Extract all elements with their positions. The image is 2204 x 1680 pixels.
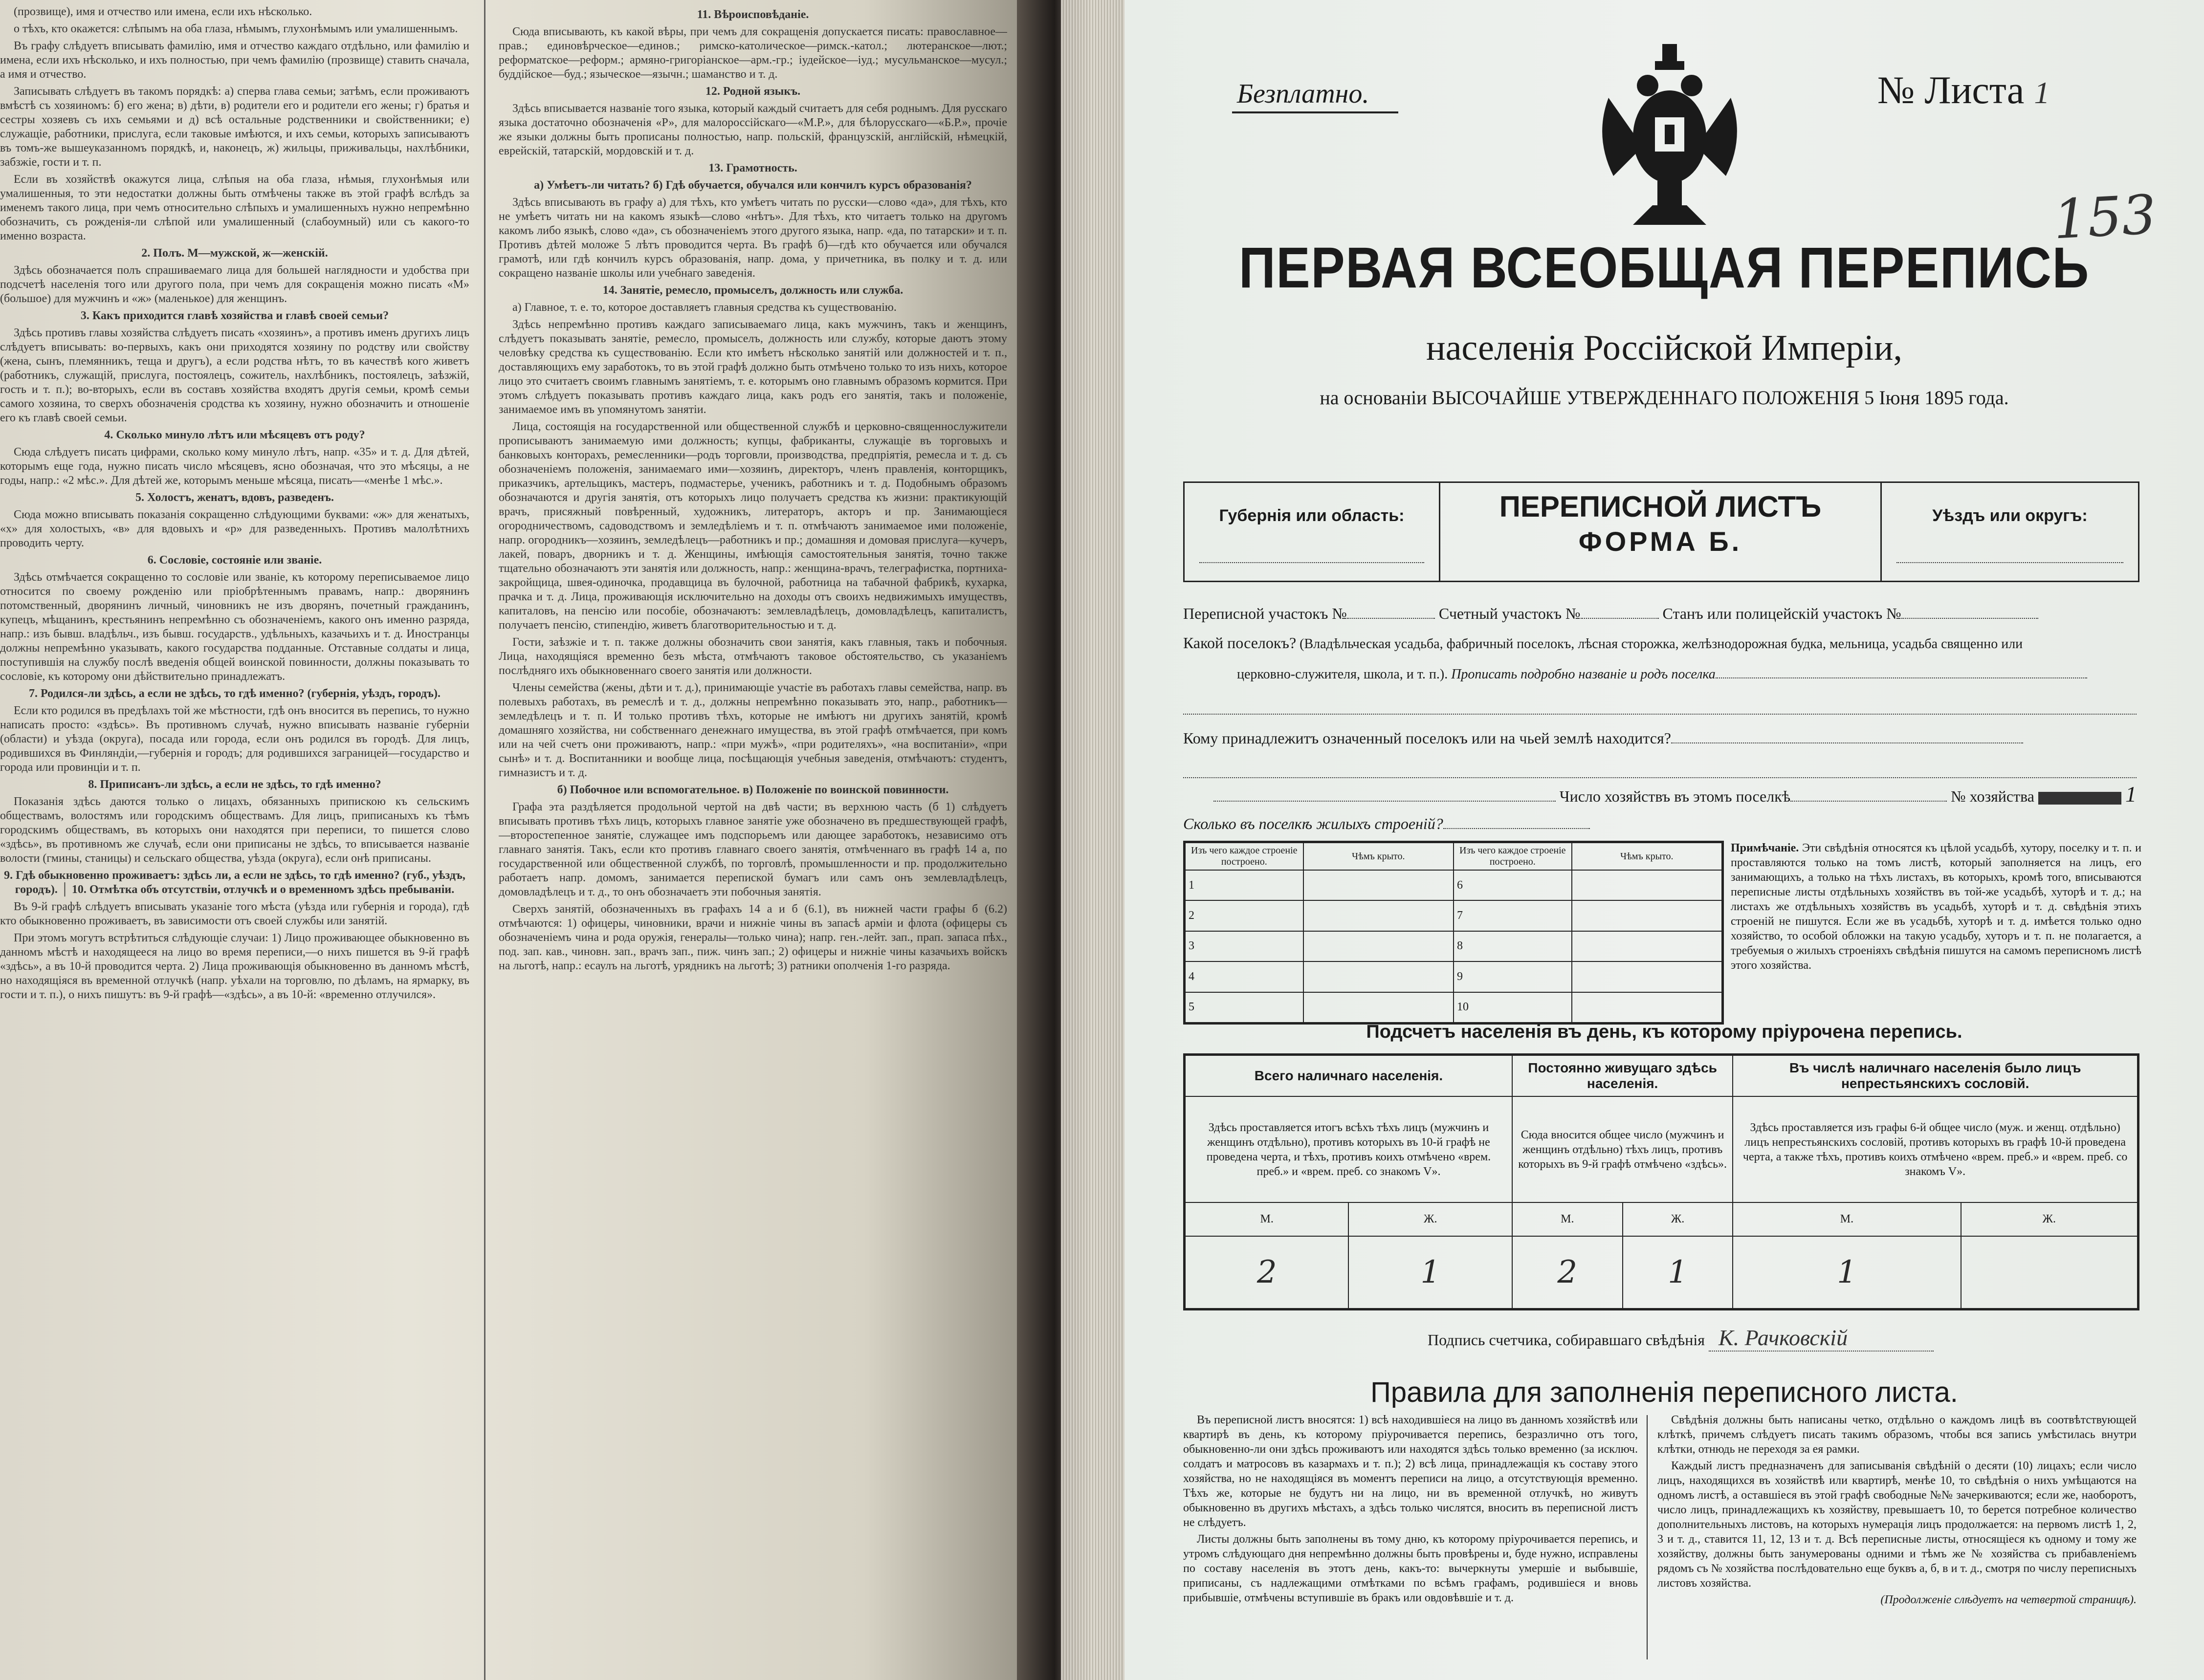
section-heading: 8. Приписанъ-ли здѣсь, а если не здѣсь, то гдѣ именно? bbox=[88, 778, 381, 791]
sheet-form: ФОРМА Б. bbox=[1578, 526, 1742, 557]
rules-title: Правила для заполненія переписного листа. bbox=[1370, 1376, 1958, 1408]
census-title: ПЕРВАЯ ВСЕОБЩАЯ ПЕРЕПИСЬ bbox=[1238, 236, 2090, 300]
census-district-label: Переписной участокъ № bbox=[1183, 605, 1347, 622]
building-roof-cell[interactable] bbox=[1572, 931, 1722, 961]
census-basis: на основаніи ВЫСОЧАЙШЕ УТВЕРЖДЕННАГО ПОЛОЖЕНІЯ 5 Іюня 1895 года. bbox=[1320, 387, 2009, 409]
section-heading: 6. Сословіе, состояніе или званіе. bbox=[147, 554, 322, 567]
settlement-line bbox=[1183, 633, 2137, 654]
household-line bbox=[1183, 785, 2137, 806]
building-roof-cell[interactable] bbox=[1572, 900, 1722, 931]
left-page bbox=[0, 0, 1017, 1680]
section-heading: 9. Гдѣ обыкновенно проживаетъ: здѣсь ли, а если не здѣсь, то гдѣ именно? (губ., уѣздъ, городъ). │ 10. Отмѣтка объ отсутствіи, отлучкѣ и о временномъ здѣсь пребываніи. bbox=[4, 869, 465, 896]
rules-divider bbox=[1647, 1415, 1648, 1659]
household-number-strike bbox=[2038, 792, 2121, 805]
list-number-label: № Листа bbox=[1877, 69, 2025, 112]
rules-column-1 bbox=[1183, 1413, 1638, 1667]
paragraph: о тѣхъ, кто окажется: слѣпымъ на оба глаза, нѣмымъ, глухонѣмымъ или умалишеннымъ. bbox=[14, 22, 458, 35]
building-roof-cell[interactable] bbox=[1572, 870, 1722, 900]
free-label-underline bbox=[1232, 111, 1398, 113]
permanent-male-value[interactable]: 2 bbox=[1512, 1236, 1623, 1309]
free-of-charge-label: Безплатно. bbox=[1237, 79, 1369, 109]
section-heading: 3. Какъ приходится главѣ хозяйства и главѣ своей семьи? bbox=[80, 309, 389, 322]
note-label: Примѣчаніе. bbox=[1731, 842, 1799, 854]
building-roof-cell[interactable] bbox=[1303, 992, 1454, 1023]
settlement-extra-line[interactable] bbox=[1183, 694, 2137, 715]
paragraph: Здѣсь непремѣнно противъ каждаго записываемаго лица, какъ мужчинъ, такъ и женщинъ, слѣдуетъ показывать занятіе, ремесло, промыселъ, должность или службу, которые даютъ этому человѣку средства къ существованію. Если кто имѣетъ нѣсколько занятій или должностей и т. п., доставляющихъ ему заработокъ, то въ этой графѣ должно быть отмѣчено только то изъ нихъ, которое лицо это считаетъ своимъ главнымъ занятіемъ, т. е. которымъ оно главнымъ образомъ кормится. При этомъ слѣдуетъ показывать противъ каждаго лица, какъ родъ его занятія, такъ и положеніе, занимаемое имъ въ упомянутомъ занятіи. bbox=[499, 318, 1007, 416]
settlement-line-2 bbox=[1237, 665, 2190, 684]
paragraph: Сюда можно вписывать показанія сокращенно слѣдующими буквами: «ж» для женатыхъ, «х» для холостыхъ, «в» для вдовыхъ и «р» для разведенныхъ. Противъ малолѣтнихъ проводить черту. bbox=[0, 508, 469, 549]
rules-paragraph: Свѣдѣнія должны быть написаны четко, отдѣльно о каждомъ лицѣ въ соотвѣтствующей клѣткѣ, причемъ слѣдуетъ писать такимъ образомъ, чтобы вся запись умѣстилась внутри клѣтки, отнюдь не переходя за ея рамки. bbox=[1657, 1414, 2137, 1456]
sheet-title-cell bbox=[1440, 483, 1882, 581]
paragraph: (прозвище), имя и отчество или имена, если ихъ нѣсколько. bbox=[14, 5, 312, 18]
settlement-hint-3: Прописать подробно названіе и родъ поселка bbox=[1451, 667, 1716, 682]
female-label: Ж. bbox=[1961, 1202, 2138, 1236]
list-number bbox=[1877, 68, 2050, 113]
female-label: Ж. bbox=[1348, 1202, 1512, 1236]
county-label: Уѣздъ или округъ: bbox=[1932, 506, 2088, 525]
buildings-table bbox=[1183, 841, 1724, 1025]
rules-column-2 bbox=[1657, 1413, 2137, 1667]
handwritten-page-number: 153 bbox=[2051, 183, 2158, 251]
building-roof-cell[interactable] bbox=[1572, 992, 1722, 1023]
paragraph: При этомъ могутъ встрѣтиться слѣдующіе случаи: 1) Лицо проживающее обыкновенно въ данномъ мѣстѣ и находящееся на лицо во время переписи,—о нихъ пишется въ 9-й графѣ «здѣсь», а въ 10-й проводится черта. 2) Лица проживающія обыкновенно въ данномъ мѣстѣ, но находящіяся въ временной отлучкѣ (напр. уѣхали на торговлю, по дѣламъ, на ярмарку, въ гости и т. п.), о нихъ пишутъ: въ 9-й графѣ—«здѣсь», а въ 10-й: «временно отлучился». bbox=[0, 932, 469, 1001]
section-heading: 7. Родился-ли здѣсь, а если не здѣсь, то гдѣ именно? (губернія, уѣздъ, городъ). bbox=[28, 687, 441, 700]
section-heading: 12. Родной языкъ. bbox=[705, 85, 801, 98]
right-page bbox=[1124, 0, 2204, 1680]
buildings-note bbox=[1731, 841, 2141, 973]
county-cell bbox=[1882, 483, 2138, 581]
households-pre bbox=[1213, 789, 1556, 802]
population-table bbox=[1183, 1053, 2139, 1310]
owner-extra-line[interactable] bbox=[1183, 758, 2137, 778]
double-headed-eagle-emblem bbox=[1589, 39, 1750, 240]
paragraph: Здѣсь обозначается полъ спрашиваемаго лица для большей наглядности и удобства при подсчетѣ населенія того или другого пола, при чемъ для сокращенія можно писать «М» (большое) для мужчинъ и «ж» (маленькое) для женщинъ. bbox=[0, 264, 469, 305]
non-peasant-male-value[interactable]: 1 bbox=[1733, 1236, 1961, 1309]
paragraph: Въ 9-й графѣ слѣдуетъ вписывать указаніе того мѣста (уѣзда или губернія и города), гдѣ кто обыкновенно проживаетъ, въ зависимости отъ своей службы или занятій. bbox=[0, 900, 469, 927]
household-number-value: 1 bbox=[2125, 785, 2137, 806]
page-edges bbox=[1061, 0, 1129, 1680]
sheet-header-box bbox=[1183, 481, 2139, 582]
buildings-header-roof-2: Чѣмъ крыто. bbox=[1572, 843, 1722, 870]
building-row-number: 5 bbox=[1185, 992, 1303, 1023]
section-heading: б) Побочное или вспомогательное. в) Положеніе по воинской повинности. bbox=[557, 784, 949, 796]
permanent-female-value[interactable]: 1 bbox=[1623, 1236, 1733, 1309]
households-count-label: Число хозяйствъ въ этомъ поселкѣ bbox=[1559, 787, 1791, 805]
paragraph: Здѣсь отмѣчается сокращенно то сословіе или званіе, къ которому переписываемое лицо относится по своему рожденію или пріобрѣтеннымъ правамъ, напр.: дворянинъ потомственный, дворянинъ личный, чиновникъ не изъ дворянъ, почетный гражданинъ, купецъ, мѣщанинъ, крестьянинъ непремѣнно съ обозначеніемъ, какого онъ именно разряда, напр.: изъ бывш. владѣльч., изъ бывш. государств., удѣльныхъ, казачьихъ и т. д. Иностранцы должны непремѣнно указывать, какого государства подданные. Отставные солдаты и лица, поступившія на службу послѣ введенія общей воинской повинности, должны показывать то сословіе, къ которому они дѣйствительно принадлежатъ. bbox=[0, 571, 469, 683]
province-label: Губернія или область: bbox=[1219, 506, 1405, 525]
enumerator-signature[interactable]: К. Рачковскій bbox=[1709, 1325, 1934, 1352]
paragraph: Въ графу слѣдуетъ вписывать фамилію, имя и отчество каждаго отдѣльно, или фамилію и имена, если ихъ нѣсколько, и ихъ полностью, при чемъ фамилію (прозвище) ставить сначала, а имя и отчество. bbox=[0, 40, 469, 81]
paragraph: Гости, заѣзжіе и т. п. также должны обозначить свои занятія, какъ главныя, такъ и побочныя. Лица, находящіяся временно безъ мѣста, отмѣчаютъ таковое обстоятельство, съ указаніемъ послѣдняго ихъ обыкновеннаго своего занятія или должности. bbox=[499, 636, 1007, 677]
building-row-number: 10 bbox=[1454, 992, 1572, 1023]
count-district-label: Счетный участокъ № bbox=[1438, 605, 1581, 622]
section-heading: 13. Грамотность. bbox=[708, 162, 797, 175]
paragraph: Записывать слѣдуетъ въ такомъ порядкѣ: а) сперва глава семьи; затѣмъ, если проживаютъ вмѣстѣ съ хозяиномъ: б) его жена; в) дѣти, в) родители его и родители его жены; г) братья и сестры хозяевъ съ ихъ семьями и д) всѣ остальные родственники и свойственники; е) служащіе, работники, прислуга, если таковые имѣются, и ихъ семьи, которыхъ записываютъ въ томъ-же вышеуказанномъ порядкѣ, и, наконецъ, ж) жильцы, приживальцы, нахлѣбники, забзжіе, гости и т. п. bbox=[0, 85, 469, 169]
total-population-header: Всего наличнаго населенія. bbox=[1185, 1055, 1512, 1096]
section-heading: 2. Полъ. М—мужской, ж—женскій. bbox=[141, 247, 328, 260]
left-page-column-2 bbox=[499, 5, 1007, 1667]
sheet-title: ПЕРЕПИСНОЙ ЛИСТЪ bbox=[1499, 490, 1822, 523]
column-divider bbox=[484, 0, 485, 1680]
paragraph: а) Главное, т. е. то, которое доставляетъ главныя средства къ существованію. bbox=[512, 301, 897, 314]
section-heading: 5. Холостъ, женатъ, вдовъ, разведенъ. bbox=[135, 491, 334, 504]
paragraph: Здѣсь вписывается названіе того языка, который каждый считаетъ для себя роднымъ. Для русскаго языка достаточно обозначенія «Р», для малороссійскаго—«М.Р.», для бѣлорусскаго—«Б.Р.», прочіе же языки должны быть прописаны полностью, напр. польскій, французскій, англійскій, нѣмецкій, еврейскій, татарскій, мордовскій и т. д. bbox=[499, 102, 1007, 157]
building-roof-cell[interactable] bbox=[1572, 961, 1722, 992]
paragraph: Если въ хозяйствѣ окажутся лица, слѣпыя на оба глаза, нѣмыя, глухонѣмыя или умалишенныя, то эти недостатки должны быть отмѣчены также въ этой графѣ вслѣдъ за именемъ такого лица, при чемъ относительно слѣпыхъ и умалишенныхъ нужно непремѣнно обозначить, съ рожденія-ли слѣпой или умалишенный (слабоумный) или съ какого-то именно возраста. bbox=[0, 173, 469, 242]
rules-paragraph: Каждый листъ предназначенъ для записыванія свѣдѣній о десяти (10) лицахъ; если число лицъ, находящихся въ хозяйствѣ или квартирѣ, менѣе 10, то свѣдѣнія о нихъ умѣщаются на одномъ листѣ, а оставшіеся въ этой графѣ свободные №№ зачеркиваются; если же, наоборотъ, число лицъ, принадлежащихъ къ хозяйству, превышаетъ 10, то берется потребное количество дополнительныхъ листовъ, на которыхъ нумерація лицъ продолжается: на первомъ листѣ 1, 2, 3 и т. д., ставится 11, 12, 13 и т. д. Всѣ переписные листы, относящіеся къ одному и тому же хозяйству, должны быть занумерованы одними и тѣмъ же № хозяйства съ прибавленіемъ рядомъ съ № хозяйства послѣдовательно еще буквъ а, б, в и т. д., смотря по числу переписныхъ листовъ хозяйства. bbox=[1657, 1460, 2137, 1590]
paragraph: Здѣсь противъ главы хозяйства слѣдуетъ писать «хозяинъ», а противъ именъ другихъ лицъ слѣдуетъ вписывать: во-первыхъ, какъ они приходятся хозяину по родству или свойству (жена, сынъ, племянникъ, теща и другъ), а если родства нѣтъ, то въ качествѣ кого живетъ (работникъ, служащій, прислуга, постоялецъ, сожитель, нахлѣбникъ, постоялецъ, заѣзжій, гость и т. п.); во-вторыхъ, если въ составъ хозяйства входятъ другія семьи, кромѣ семьи самого хозяина, то сверхъ обозначенія сродства къ хозяину, нужно обозначить и отношеніе его къ главѣ своей семьи. bbox=[0, 327, 469, 424]
count-district-field[interactable] bbox=[1581, 606, 1659, 619]
paragraph: Графа эта раздѣляется продольной чертой на двѣ части; въ верхнюю часть (б 1) слѣдуетъ вписывать противъ тѣхъ лицъ, которыхъ главное занятіе уже обозначено въ предшествующей графѣ,—второстепенное занятіе, служащее имъ подспорьемъ или дающее заработокъ, независимо отъ главнаго занятія. Такъ, если кто противъ главнаго своего занятія, отмѣченнаго въ графѣ 14 а, по государственной или общественной службѣ, по торговлѣ, промышленности и пр. продолжительно работаетъ напр. домомъ, занимается перепиской бумагъ или самъ онъ землевладѣлецъ, домовладѣлецъ и т. д., то онъ обозначаетъ эти побочныя занятія. bbox=[499, 801, 1007, 898]
building-roof-cell[interactable] bbox=[1303, 900, 1454, 931]
households-count-field[interactable] bbox=[1790, 789, 1947, 802]
buildings-question: Сколько въ поселкѣ жилыхъ строеній? bbox=[1183, 815, 1443, 832]
paragraph: Показанія здѣсь даются только о лицахъ, обязанныхъ припискою къ сельскимъ обществамъ, волостямъ или городскимъ обществамъ. Для лицъ, приписаныхъ къ тѣмъ городскимъ обществамъ, въ которыхъ они находятся при переписи, то пишется слово «здѣсь», въ противномъ же случаѣ, если они приписаны не здѣсь, то вписывается названіе волости (гмины, станицы) и сельскаго общества, уѣзда (округа), если онѣ приписаны. bbox=[0, 795, 469, 865]
rules-paragraph: Листы должны быть заполнены въ тому дню, къ которому пріурочивается перепись, и утромъ слѣдующаго дня непремѣнно должны быть провѣрены и, буде нужно, исправлены по составу населенія въ этотъ день, какъ-то: вычеркнуты умершіе и выбывшіе, приписаны, съ надлежащими отмѣтками по всѣмъ графамъ, родившіеся и вновь прибывшіе, отмѣчены вступившіе въ бракъ или овдовѣвшіе и т. д. bbox=[1183, 1533, 1638, 1604]
paragraph: Члены семейства (жены, дѣти и т. д.), принимающіе участіе въ работахъ главы семейства, напр. въ полевыхъ работахъ, въ ремеслѣ и т. д., должны непремѣнно показывать это, напр., работникъ—земледѣлецъ и т. п. И только противъ тѣхъ, которые не имѣютъ ни другихъ занятій, кромѣ домашняго хозяйства, ни собственнаго денежнаго имущества, въ этой графѣ отмѣчается, при комъ или на чей счетъ они проживаютъ, напр.: «при мужѣ», «при родителяхъ», «на воспитаніи», «при сынѣ» и т. д. Воспитанники и вообще лица, посѣщающія учебныя заведенія, отмѣчаютъ: студентъ, гимназистъ и т. д. bbox=[499, 681, 1007, 779]
stan-district-field[interactable] bbox=[1901, 606, 2038, 619]
rules-continuation-note: (Продолженіе слѣдуетъ на четвертой страницѣ). bbox=[1880, 1593, 2137, 1606]
male-label: М. bbox=[1733, 1202, 1961, 1236]
census-district-field[interactable] bbox=[1347, 606, 1435, 619]
section-heading: а) Умѣетъ-ли читать? б) Гдѣ обучается, обучался или кончилъ курсъ образованія? bbox=[534, 179, 972, 192]
signature-label: Подпись счетчика, собиравшаго свѣдѣнія bbox=[1428, 1331, 1705, 1349]
total-female-value[interactable]: 1 bbox=[1348, 1236, 1512, 1309]
stan-district-label: Станъ или полицейскій участокъ № bbox=[1662, 605, 1901, 622]
enumerator-signature-line bbox=[1428, 1325, 1934, 1352]
settlement-field[interactable] bbox=[1716, 666, 2087, 678]
section-heading: 4. Сколько минуло лѣтъ или мѣсяцевъ отъ роду? bbox=[104, 429, 365, 441]
paragraph: Сюда вписывають, къ какой вѣры, при чемъ для сокращенія допускается писать: православное—прав.; единовѣрческое—единов.; римско-католическое—римск.-катол.; лютеранское—лют.; реформатское—реформ.; армяно-григоріанское—арм.-гр.; іудейское—іуд.; мусульманское—мусул.; буддійское—буд.; языческое—язычн.; шаманство и т. д. bbox=[499, 25, 1007, 81]
buildings-line bbox=[1183, 814, 2137, 833]
owner-line bbox=[1183, 728, 2137, 748]
buildings-field[interactable] bbox=[1443, 816, 1590, 829]
paragraph: Лица, состоящія на государственной или общественной службѣ и церковно-священнослужители прописываютъ занимаемую ими должность; купцы, фабриканты, служащіе въ торговыхъ и банковыхъ конторахъ, ремесленники—родъ торговли, производства, предпріятія, ремесла и т. д. съ обозначеніемъ положенія, занимаемаго ими—хозяинъ, директоръ, членъ правленія, конторщикъ, приказчикъ, артельщикъ, мастеръ, подмастерье, ученикъ, работникъ и т. д. Подобнымъ образомъ обозначаются и другія занятія, отъ которыхъ лицо получаетъ средства къ жизни: практикующій врачъ, присяжный повѣренный, художникъ, литераторъ, акторъ и пр. Занимающіеся огородничествомъ, садоводствомъ и земледѣліемъ и т. п. отмѣчаютъ занимаемое ими положеніе, напр. огородникъ—хозяинъ, земледѣлецъ—работникъ и пр.; домашняя и домовая прислуга—кучеръ, лакей, поваръ, дворникъ и т. д. Женщины, имѣющія самостоятельныя занятія, точно также тщательно обозначаютъ эти занятія или должность, напр.: женщина-врачъ, телеграфистка, портниха-закройщица, швея-одиночка, продавщица въ булочной, работница на табачной фабрикѣ, кухарка, прачка и т. д. Лица, проживающія исключительно на доходы отъ своихъ недвижимыхъ имуществъ, капиталовъ, на пенсію или пособіе, обозначаютъ: землевладѣлецъ, домовладѣлецъ, капиталистъ, получаетъ пенсію, стипендію, живетъ благотворительностью и т. д. bbox=[499, 420, 1007, 632]
female-label: Ж. bbox=[1623, 1202, 1733, 1236]
province-field[interactable] bbox=[1199, 562, 1424, 563]
building-row-number: 6 bbox=[1454, 870, 1572, 900]
building-roof-cell[interactable] bbox=[1303, 870, 1454, 900]
building-row-number: 8 bbox=[1454, 931, 1572, 961]
paragraph: Сюда слѣдуетъ писать цифрами, сколько кому минуло лѣтъ, напр. «35» и т. д. Для дѣтей, которымъ еще года, нужно писать число мѣсяцевъ, ясно обозначая, что это мѣсяцы, а не годы, напр.: «2 мѣс.». Для дѣтей же, которымъ меньше мѣсяца, писать—«менѣе 1 мѣс.». bbox=[0, 446, 469, 487]
non-peasant-description: Здѣсь проставляется изъ графы 6-й общее число (муж. и женщ. отдѣльно) лицъ непрестьянскихъ сословій, противъ которыхъ въ графѣ 10-й проведена черта, а также тѣхъ, противъ коихъ отмѣчено «врем. преб.» и «врем. преб. со знакомъ V». bbox=[1733, 1096, 2138, 1202]
list-number-value: 1 bbox=[2034, 75, 2050, 110]
settlement-question: Какой поселокъ? bbox=[1183, 634, 1297, 652]
permanent-population-description: Сюда вносится общее число (мужчинъ и женщинъ отдѣльно) тѣхъ лицъ, противъ которыхъ въ 9-й графѣ отмѣчено «здѣсь». bbox=[1512, 1096, 1733, 1202]
paragraph: Сверхъ занятій, обозначенныхъ въ графахъ 14 а и б (6.1), въ нижней части графы б (6.2) отмѣчаются: 1) офицеры, чиновники, врачи и нижніе чины въ запасѣ арміи и флота (офицеры съ обозначеніемъ чина и рода оружія, генералы—только чина); напр. ген.-лейт. зап., прап. запаса пѣх., под. зап. кав., чиновн. зап., врачъ зап., пиж. чинъ зап.; 2) офицеры и нижніе чины казачьихъ войскъ на льготѣ, напр.: есаулъ на льготѣ, урядникъ на льготѣ; 3) ратники ополченія 1-го разряда. bbox=[499, 903, 1007, 972]
household-number-label: № хозяйства bbox=[1951, 787, 2034, 805]
non-peasant-female-value[interactable] bbox=[1961, 1236, 2138, 1309]
province-cell bbox=[1185, 483, 1440, 581]
building-row-number: 4 bbox=[1185, 961, 1303, 992]
owner-field[interactable] bbox=[1671, 731, 2023, 743]
population-count-heading: Подсчетъ населенія въ день, къ которому пріурочена перепись. bbox=[1366, 1022, 1962, 1042]
paragraph: Здѣсь вписывають въ графу а) для тѣхъ, кто умѣетъ читать по русски—слово «да», для тѣхъ, кто не умѣетъ читать ни на какомъ языкѣ—слово «нѣтъ». Для тѣхъ, кто читаетъ только на другомъ какомъ либо языкѣ, слово «да», съ обозначеніемъ этого другого языка, напр. «да, по татарски» и т. п. Противъ дѣтей моложе 5 лѣтъ проводится черта. Въ графѣ б)—гдѣ кто обучается или обучался грамотѣ, или гдѣ кончилъ курсъ образованія, напр. дома, у причетника, въ полку и т. д. или сокращено названіе школы или учебнаго заведенія. bbox=[499, 196, 1007, 280]
left-page-column-1 bbox=[0, 5, 469, 1667]
building-roof-cell[interactable] bbox=[1303, 931, 1454, 961]
building-row-number: 3 bbox=[1185, 931, 1303, 961]
settlement-hint: (Владѣльческая усадьба, фабричный поселокъ, лѣсная сторожка, желѣзнодорожная будка, мельница, усадьба священно или bbox=[1300, 636, 2023, 652]
building-row-number: 7 bbox=[1454, 900, 1572, 931]
building-row-number: 2 bbox=[1185, 900, 1303, 931]
permanent-population-header: Постоянно живущаго здѣсь населенія. bbox=[1512, 1055, 1733, 1096]
owner-question: Кому принадлежитъ означенный поселокъ или на чьей землѣ находится? bbox=[1183, 729, 1671, 747]
section-heading: 14. Занятіе, ремесло, промыселъ, должность или служба. bbox=[602, 284, 904, 297]
building-row-number: 1 bbox=[1185, 870, 1303, 900]
county-field[interactable] bbox=[1896, 562, 2123, 563]
buildings-header-roof-1: Чѣмъ крыто. bbox=[1303, 843, 1454, 870]
building-row-number: 9 bbox=[1454, 961, 1572, 992]
building-roof-cell[interactable] bbox=[1303, 961, 1454, 992]
non-peasant-header: Въ числѣ наличнаго населенія было лицъ непрестьянскихъ сословій. bbox=[1733, 1055, 2138, 1096]
note-text: Эти свѣдѣнія относятся къ цѣлой усадьбѣ, хутору, поселку и т. п. и проставляются только на томъ листѣ, который заполняется на лицъ, его занимающихъ, а только на тѣхъ листахъ, въ которыхъ, кромѣ того, вписываются переписные листы отдѣльныхъ хозяйствъ въ той-же усадьбѣ, хуторѣ и т. д.; на листахъ же отдѣльныхъ хозяйствъ въ усадьбѣ, хуторѣ и т. д. свѣдѣнія этихъ строеній не пишутся. Если же въ усадьбѣ, хуторѣ и т. д. имѣется только одно хозяйство, то особой обложки на такую усадьбу, хуторъ и т. п. не полагается, а требуемыя о жилыхъ строеніяхъ свѣдѣнія пишутся на самомъ переписномъ листѣ этого хозяйства. bbox=[1731, 842, 2142, 972]
paragraph: Если кто родился въ предѣлахъ той же мѣстности, гдѣ онъ вносится въ перепись, то нужно написать просто: «здѣсь». Въ противномъ случаѣ, нужно вписывать названіе губерніи (области) и уѣзда (округа), посада или города, если онъ родился въ городѣ. Для лицъ, родившихся въ Финляндіи,—губернія и городъ; для родившихся заграницей—государство и города или провинціи и т. п. bbox=[0, 704, 469, 774]
settlement-hint-2: церковно-служителя, школа, и т. п.). bbox=[1237, 667, 1448, 682]
male-label: М. bbox=[1185, 1202, 1348, 1236]
total-male-value[interactable]: 2 bbox=[1185, 1236, 1348, 1309]
section-heading: 11. Вѣроисповѣданіе. bbox=[697, 8, 809, 21]
male-label: М. bbox=[1512, 1202, 1623, 1236]
district-line bbox=[1183, 604, 2137, 623]
rules-paragraph: Въ переписной листъ вносятся: 1) всѣ находившіеся на лицо въ данномъ хозяйствѣ или квартирѣ въ день, къ которому пріурочивается перепись, безразлично отъ того, обыкновенно-ли они здѣсь проживаютъ или находятся здѣсь только временно (за исключ. солдатъ и матросовъ въ казармахъ и т. п.); 2) всѣ лица, принадлежащія къ составу этого хозяйства, но не находящіяся въ моментъ переписи на лицо, а отсутствующія временно. Тѣхъ же, которые не будутъ ни на лицо, ни въ временной отлучкѣ, но живутъ обыкновенно въ другихъ мѣстахъ, а здѣсь только числятся, вносить въ переписной листъ не слѣдуетъ. bbox=[1183, 1414, 1638, 1529]
buildings-header-material-2: Изъ чего каждое строеніе построено. bbox=[1454, 843, 1572, 870]
buildings-header-material-1: Изъ чего каждое строеніе построено. bbox=[1185, 843, 1303, 870]
census-subtitle: населенія Россійской Имперіи, bbox=[1426, 328, 1903, 368]
total-population-description: Здѣсь проставляется итогъ всѣхъ тѣхъ лицъ (мужчинъ и женщинъ отдѣльно), противъ которыхъ въ 10-й графѣ не проведена черта, и тѣхъ, противъ коихъ отмѣчено «врем. преб.» и «врем. преб. со знакомъ V». bbox=[1185, 1096, 1512, 1202]
